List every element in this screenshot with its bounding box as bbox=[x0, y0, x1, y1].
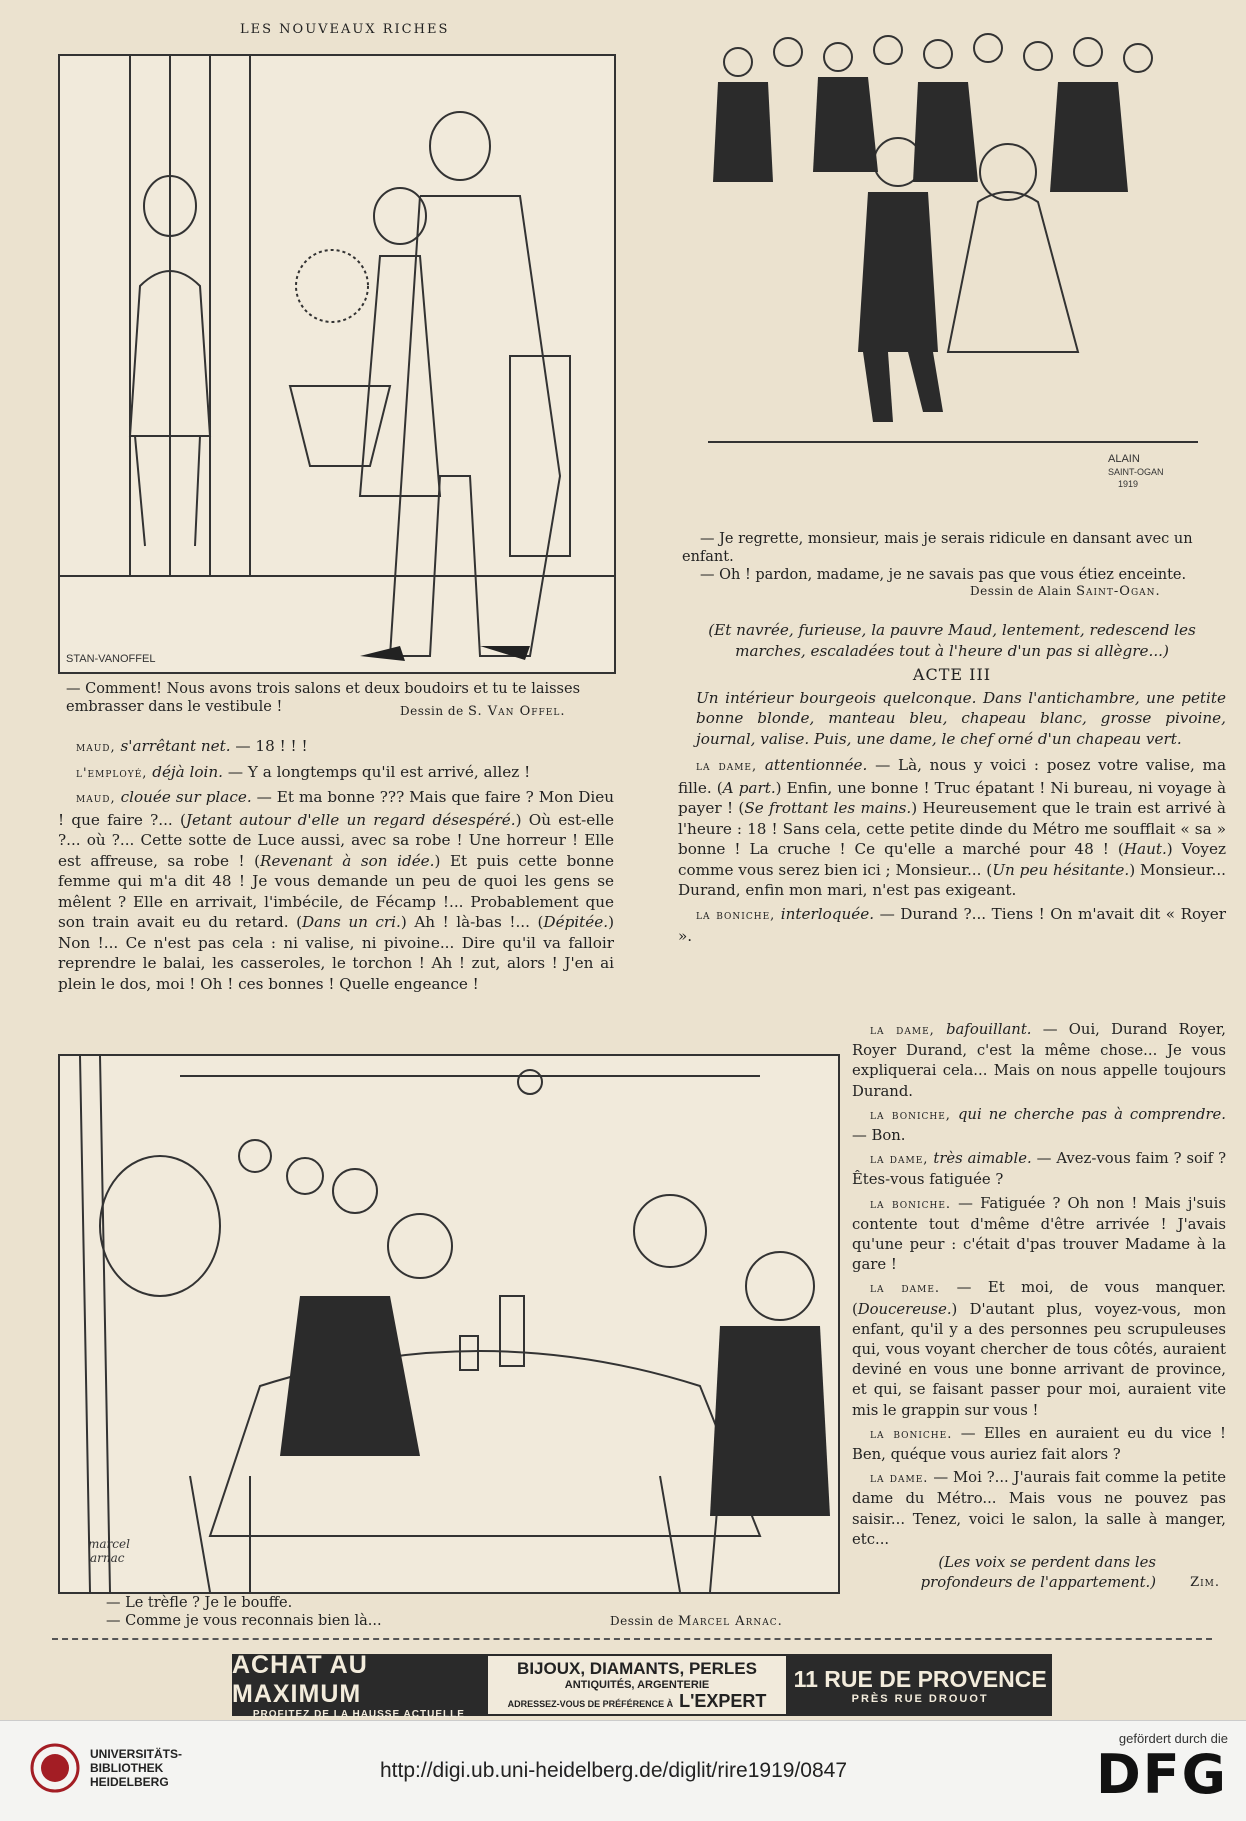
ad-block-achat bbox=[232, 1650, 486, 1720]
stage-direction: interloquée. bbox=[780, 904, 875, 923]
ad-bijoux-title: BIJOUX, DIAMANTS, PERLES bbox=[517, 1658, 757, 1678]
ad-achat-title: ACHAT AU MAXIMUM bbox=[232, 1650, 368, 1708]
dialogue-text: ) Voyez comme vous serez bien ici ; Monsieur... ( bbox=[678, 840, 1226, 879]
illustration-card-game bbox=[58, 1054, 840, 1594]
stage-direction: Revenant à son idée. bbox=[260, 851, 435, 870]
illustration-dance bbox=[678, 22, 1226, 522]
advertisement-banner bbox=[232, 1650, 1052, 1720]
stage-direction: Un peu hésitante. bbox=[992, 860, 1130, 879]
dialogue-text: ) Et puis cette bonne femme qui m'a dit 48 ! Je vous demande un peu de quoi les gens se mêlent ? Elle en arrivait, l'imbécile, de Fécamp !... Probablement que son train avait eu du retard. ( bbox=[58, 851, 615, 931]
illustration1-signature: STAN-VANOFFEL bbox=[66, 653, 156, 665]
dialogue-line bbox=[852, 1149, 1226, 1190]
stage-direction: bafouillant. bbox=[946, 1021, 1032, 1038]
dialogue-line bbox=[58, 736, 614, 759]
dialogue-line bbox=[852, 1105, 1226, 1146]
dialogue-text: ) Où est-elle ?... où ?... Cette sotte de Luce aussi, avec sa robe ! Une horreur ! Elle est affreuse, sa robe ! ( bbox=[58, 810, 614, 870]
illustration2-signature-year: 1919 bbox=[1118, 479, 1139, 489]
speaker-label: la dame. bbox=[870, 1471, 929, 1487]
right-column-narrow-text bbox=[852, 1020, 1226, 1593]
dialogue-line bbox=[678, 904, 1226, 947]
ad-address-near: PRÈS RUE DROUOT bbox=[851, 1692, 989, 1705]
dialogue-text: — 18 ! ! ! bbox=[230, 737, 308, 755]
dialogue-text: ) Ah ! là-bas !... ( bbox=[400, 913, 544, 931]
dialogue-line bbox=[852, 1468, 1226, 1550]
dialogue-text: — Y a longtemps qu'il est arrivé, allez ! bbox=[223, 762, 531, 781]
stage-direction: très aimable. bbox=[933, 1150, 1032, 1168]
illustration-vestibule-drawing bbox=[60, 56, 614, 672]
speaker-label: la dame, bbox=[870, 1023, 935, 1038]
dialogue-text: ) Heureusement que le train est arrivé à l'heure : 18 ! Sans cela, cette petite dinde du Métro me soufflait « sa » bonne ! La cruche ! Ce qu'elle a marché pour 48 ! ( bbox=[678, 799, 1226, 858]
ad-block-address bbox=[788, 1654, 1052, 1716]
speaker-label: la boniche. bbox=[870, 1426, 953, 1442]
illustration2-credit bbox=[970, 584, 1161, 599]
dfg-logo[interactable]: DFG bbox=[1095, 1743, 1228, 1806]
illustration1-credit-prefix: Dessin de bbox=[400, 704, 469, 718]
dialogue-text: — Avez-vous faim ? soif ? Êtes-vous fatiguée ? bbox=[852, 1150, 1226, 1189]
illustration2-signature-line1: ALAIN bbox=[1108, 453, 1140, 465]
dialogue-line bbox=[852, 1020, 1226, 1102]
ad-bijoux-line2: ANTIQUITÉS, ARGENTERIE bbox=[564, 1678, 710, 1691]
illustration3-credit bbox=[610, 1614, 783, 1629]
viewer-footer bbox=[0, 1720, 1246, 1821]
stage-direction: Doucereuse. bbox=[857, 1300, 952, 1318]
stage-direction: A part. bbox=[722, 778, 776, 797]
dialogue-text: ) Enfin, une bonne ! Truc épatant ! Ni bureau, ni voyage à payer ! ( bbox=[678, 778, 1226, 817]
speaker-label: maud, bbox=[76, 791, 116, 806]
permalink-url[interactable]: http://digi.ub.uni-heidelberg.de/diglit/rire1919/0847 bbox=[380, 1759, 847, 1782]
illustration2-signature-line2: SAINT-OGAN bbox=[1108, 467, 1164, 477]
ad-address-street: 11 RUE DE PROVENCE bbox=[793, 1665, 1047, 1692]
illustration-vestibule bbox=[58, 54, 616, 674]
illustration3-signature-line2: arnac bbox=[90, 1551, 125, 1565]
dialogue-text: — Moi ?... J'aurais fait comme la petite dame du Métro... Mais vous ne pouvez pas saisir... Tenez, voici le salon, la salle à manger, etc... bbox=[852, 1469, 1226, 1548]
page-divider bbox=[52, 1638, 1212, 1640]
illustration2-credit-prefix: Dessin de Alain bbox=[970, 584, 1077, 598]
illustration3-caption-line1: — Le trèfle ? Je le bouffe. bbox=[106, 1595, 293, 1611]
illustration1-caption-text: — Comment! Nous avons trois salons et deux boudoirs et tu te laisses embrasser dans le vestibule ! bbox=[66, 681, 581, 715]
illustration1-credit-name: S. Van Offel. bbox=[468, 704, 566, 719]
library-seal-icon bbox=[30, 1743, 80, 1793]
stage-direction: qui ne cherche pas à comprendre. bbox=[957, 1105, 1226, 1123]
dialogue-text: — Là, nous y voici : posez votre valise, ma fille. ( bbox=[678, 756, 1226, 797]
dialogue-line bbox=[58, 762, 614, 785]
illustration-card-game-drawing bbox=[60, 1056, 838, 1592]
speaker-label: la dame, bbox=[870, 1152, 929, 1168]
illustration3-caption-line2: — Comme je vous reconnais bien là... bbox=[106, 1613, 382, 1629]
article-author: Zim. bbox=[1190, 1575, 1220, 1591]
illustration2-credit-name: Saint-Ogan. bbox=[1076, 584, 1161, 599]
illustration2-caption bbox=[682, 530, 1226, 584]
speaker-label: la boniche, bbox=[696, 907, 776, 923]
dialogue-text: — Elles en auraient eu du vice ! Ben, quéque vous auriez fait alors ? bbox=[852, 1424, 1226, 1464]
library-logo[interactable] bbox=[30, 1743, 182, 1793]
illustration-dance-drawing bbox=[678, 22, 1226, 522]
dialogue-text: ) Non !... Ce n'est pas cela : ni valise, ni pivoine... Dire qu'il va falloir reprendre le balai, les casseroles, le torchon ! Ah ! zut, alors ! J'en ai plein le dos, moi ! Oh ! ces bonnes ! Quelle engeance ! bbox=[58, 913, 614, 993]
dialogue-text: — Fatiguée ? Oh non ! Mais j'suis contente tout d'même d'être arrivée ! J'avais qu'une peur : c'était d'pas trouver Madame à la gare ! bbox=[852, 1194, 1226, 1274]
dialogue-line bbox=[58, 787, 614, 994]
illustration3-signature-line1: marcel bbox=[88, 1537, 130, 1551]
speaker-label: la boniche. bbox=[870, 1196, 952, 1212]
illustration1-credit bbox=[400, 704, 565, 719]
ad-bijoux-line3: ADRESSEZ-VOUS DE PRÉFÉRENCE À bbox=[507, 1698, 674, 1709]
stage-direction: attentionnée. bbox=[764, 756, 868, 774]
dialogue-text: — Bon. bbox=[852, 1127, 906, 1145]
stage-direction: Jetant autour d'elle un regard désespéré. bbox=[185, 810, 516, 829]
speaker-label: l'employé, bbox=[76, 765, 148, 781]
dialogue-text: — Oui, Durand Royer, Royer Durand, c'est la même chose... Je vous expliquerai cela... Mais on nous appelle toujours Durand. bbox=[852, 1021, 1226, 1100]
illustration3-credit-prefix: Dessin de bbox=[610, 1614, 679, 1628]
library-name-line1: UNIVERSITÄTS- bbox=[90, 1747, 183, 1761]
right-column-text bbox=[678, 620, 1226, 950]
ad-block-bijoux bbox=[486, 1654, 789, 1716]
stage-direction: Haut. bbox=[1123, 840, 1167, 858]
dialogue-text: — Durand ?... Tiens ! On m'avait dit « Royer ». bbox=[678, 904, 1226, 945]
funding-credit bbox=[1096, 1731, 1228, 1804]
speaker-label: la boniche, bbox=[870, 1107, 951, 1123]
illustration3-caption bbox=[88, 1594, 648, 1630]
stage-direction: Dépitée. bbox=[543, 913, 609, 931]
act-setting: Un intérieur bourgeois quelconque. Dans l'antichambre, une petite bonne blonde, manteau bleu, chapeau blanc, grosse pivoine, journal, valise. Puis, une dame, le chef orné d'un chapeau vert. bbox=[696, 688, 1226, 748]
left-column-text bbox=[58, 736, 614, 997]
library-name-line3: HEIDELBERG bbox=[90, 1775, 169, 1789]
illustration3-credit-name: Marcel Arnac. bbox=[678, 1614, 783, 1629]
dialogue-line bbox=[852, 1424, 1226, 1465]
library-name-line2: BIBLIOTHEK bbox=[90, 1761, 164, 1775]
stage-direction-close: (Les voix se perdent dans les profondeurs de l'appartement.) bbox=[920, 1554, 1156, 1592]
act-title: ACTE III bbox=[912, 665, 992, 684]
stage-direction-open: (Et navrée, furieuse, la pauvre Maud, lentement, redescend les marches, escaladées tout à l'heure d'un pas si allègre...) bbox=[708, 621, 1196, 660]
dialogue-line bbox=[678, 755, 1226, 901]
funded-by-label: gefördert durch die bbox=[1118, 1731, 1228, 1746]
stage-direction: s'arrêtant net. bbox=[120, 737, 231, 755]
speaker-label: maud, bbox=[76, 740, 116, 755]
dialogue-text: ) Monsieur... Durand, enfin mon mari, n'est pas exigeant. bbox=[678, 860, 1226, 899]
dialogue-line bbox=[852, 1278, 1226, 1420]
speaker-label: la dame. bbox=[870, 1281, 941, 1297]
ad-bijoux-expert: L'EXPERT bbox=[679, 1690, 767, 1711]
ad-achat-subtitle: PROFITEZ DE LA HAUSSE ACTUELLE bbox=[252, 1708, 465, 1720]
dialogue-line bbox=[852, 1194, 1226, 1276]
dialogue-text: — Et ma bonne ??? Mais que faire ? Mon Dieu ! que faire ?... ( bbox=[58, 788, 615, 829]
stage-direction: Se frottant les mains. bbox=[744, 799, 912, 817]
stage-direction: Dans un cri. bbox=[302, 913, 401, 931]
dialogue-text: ) D'autant plus, voyez-vous, mon enfant, qu'il y a des personnes peu scrupuleuses qui, vous voyant chercher de tous côtés, auraient deviné en vous une bonne arrivant de province, et qui, se faisant passer pour moi, auraient vite mis le grappin sur vous ! bbox=[852, 1300, 1226, 1419]
stage-direction: clouée sur place. bbox=[120, 788, 252, 806]
dialogue-text: — Et moi, de vous manquer. ( bbox=[852, 1279, 1226, 1318]
speaker-label: la dame, bbox=[696, 759, 758, 774]
illustration2-caption-line2: — Oh ! pardon, madame, je ne savais pas que vous étiez enceinte. bbox=[700, 567, 1187, 583]
running-title: LES NOUVEAUX RICHES bbox=[240, 22, 450, 37]
stage-direction: déjà loin. bbox=[152, 762, 223, 781]
illustration2-caption-line1: — Je regrette, monsieur, mais je serais ridicule en dansant avec un enfant. bbox=[682, 531, 1193, 565]
